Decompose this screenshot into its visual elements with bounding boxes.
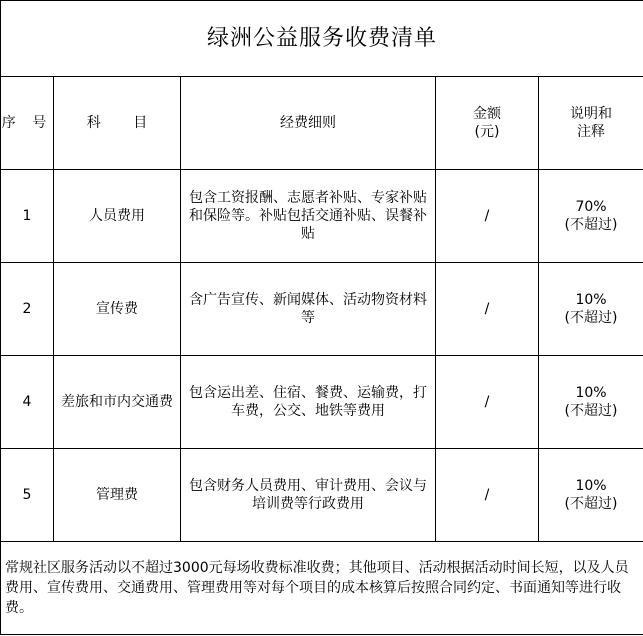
row-subject: 人员费用	[54, 170, 181, 263]
row-details: 包含工资报酬、志愿者补贴、专家补贴和保险等。补贴包括交通补贴、误餐补贴	[181, 170, 436, 263]
header-seq-label: 序 号	[1, 115, 53, 131]
row-limit: (不超过)	[564, 496, 618, 512]
row-amount: /	[436, 263, 539, 356]
row-seq: 4	[1, 356, 54, 449]
table-row	[1, 170, 643, 263]
header-subject	[54, 77, 181, 170]
row-percent: 10%	[575, 478, 607, 494]
row-note	[539, 449, 643, 542]
row-details: 包含财务人员费用、审计费用、会议与培训费等行政费用	[181, 449, 436, 542]
row-subject: 差旅和市内交通费	[54, 356, 181, 449]
header-note-line2: 注释	[577, 124, 605, 140]
row-amount: /	[436, 449, 539, 542]
row-seq: 1	[1, 170, 54, 263]
row-note	[539, 356, 643, 449]
row-limit: (不超过)	[564, 217, 618, 233]
row-percent: 10%	[575, 292, 607, 308]
row-limit: (不超过)	[564, 310, 618, 326]
row-note	[539, 263, 643, 356]
row-amount: /	[436, 356, 539, 449]
header-amount-line2: (元)	[474, 124, 500, 140]
header-amount-line1: 金额	[473, 106, 501, 122]
row-note	[539, 170, 643, 263]
row-percent: 70%	[575, 199, 607, 215]
header-note	[539, 77, 643, 170]
table-row	[1, 263, 643, 356]
table-row	[1, 356, 643, 449]
header-note-line1: 说明和	[570, 106, 612, 122]
header-seq	[1, 77, 54, 170]
footer-note: 常规社区服务活动以不超过3000元每场收费标准收费；其他项目、活动根据活动时间长短，以及人员费用、宣传费用、交通费用、管理费用等对每个项目的成本核算后按照合同约定、书面通知等进行收费。	[1, 542, 643, 635]
row-limit: (不超过)	[564, 403, 618, 419]
row-subject: 宣传费	[54, 263, 181, 356]
header-details: 经费细则	[181, 77, 436, 170]
row-seq: 5	[1, 449, 54, 542]
row-percent: 10%	[575, 385, 607, 401]
row-seq: 2	[1, 263, 54, 356]
table-row	[1, 449, 643, 542]
header-subject-label: 科 目	[86, 115, 162, 131]
header-row	[1, 77, 643, 170]
row-subject: 管理费	[54, 449, 181, 542]
row-details: 包含运出差、住宿、餐费、运输费，打车费，公交、地铁等费用	[181, 356, 436, 449]
row-amount: /	[436, 170, 539, 263]
header-amount	[436, 77, 539, 170]
row-details: 含广告宣传、新闻媒体、活动物资材料等	[181, 263, 436, 356]
table-title: 绿洲公益服务收费清单	[1, 1, 643, 77]
